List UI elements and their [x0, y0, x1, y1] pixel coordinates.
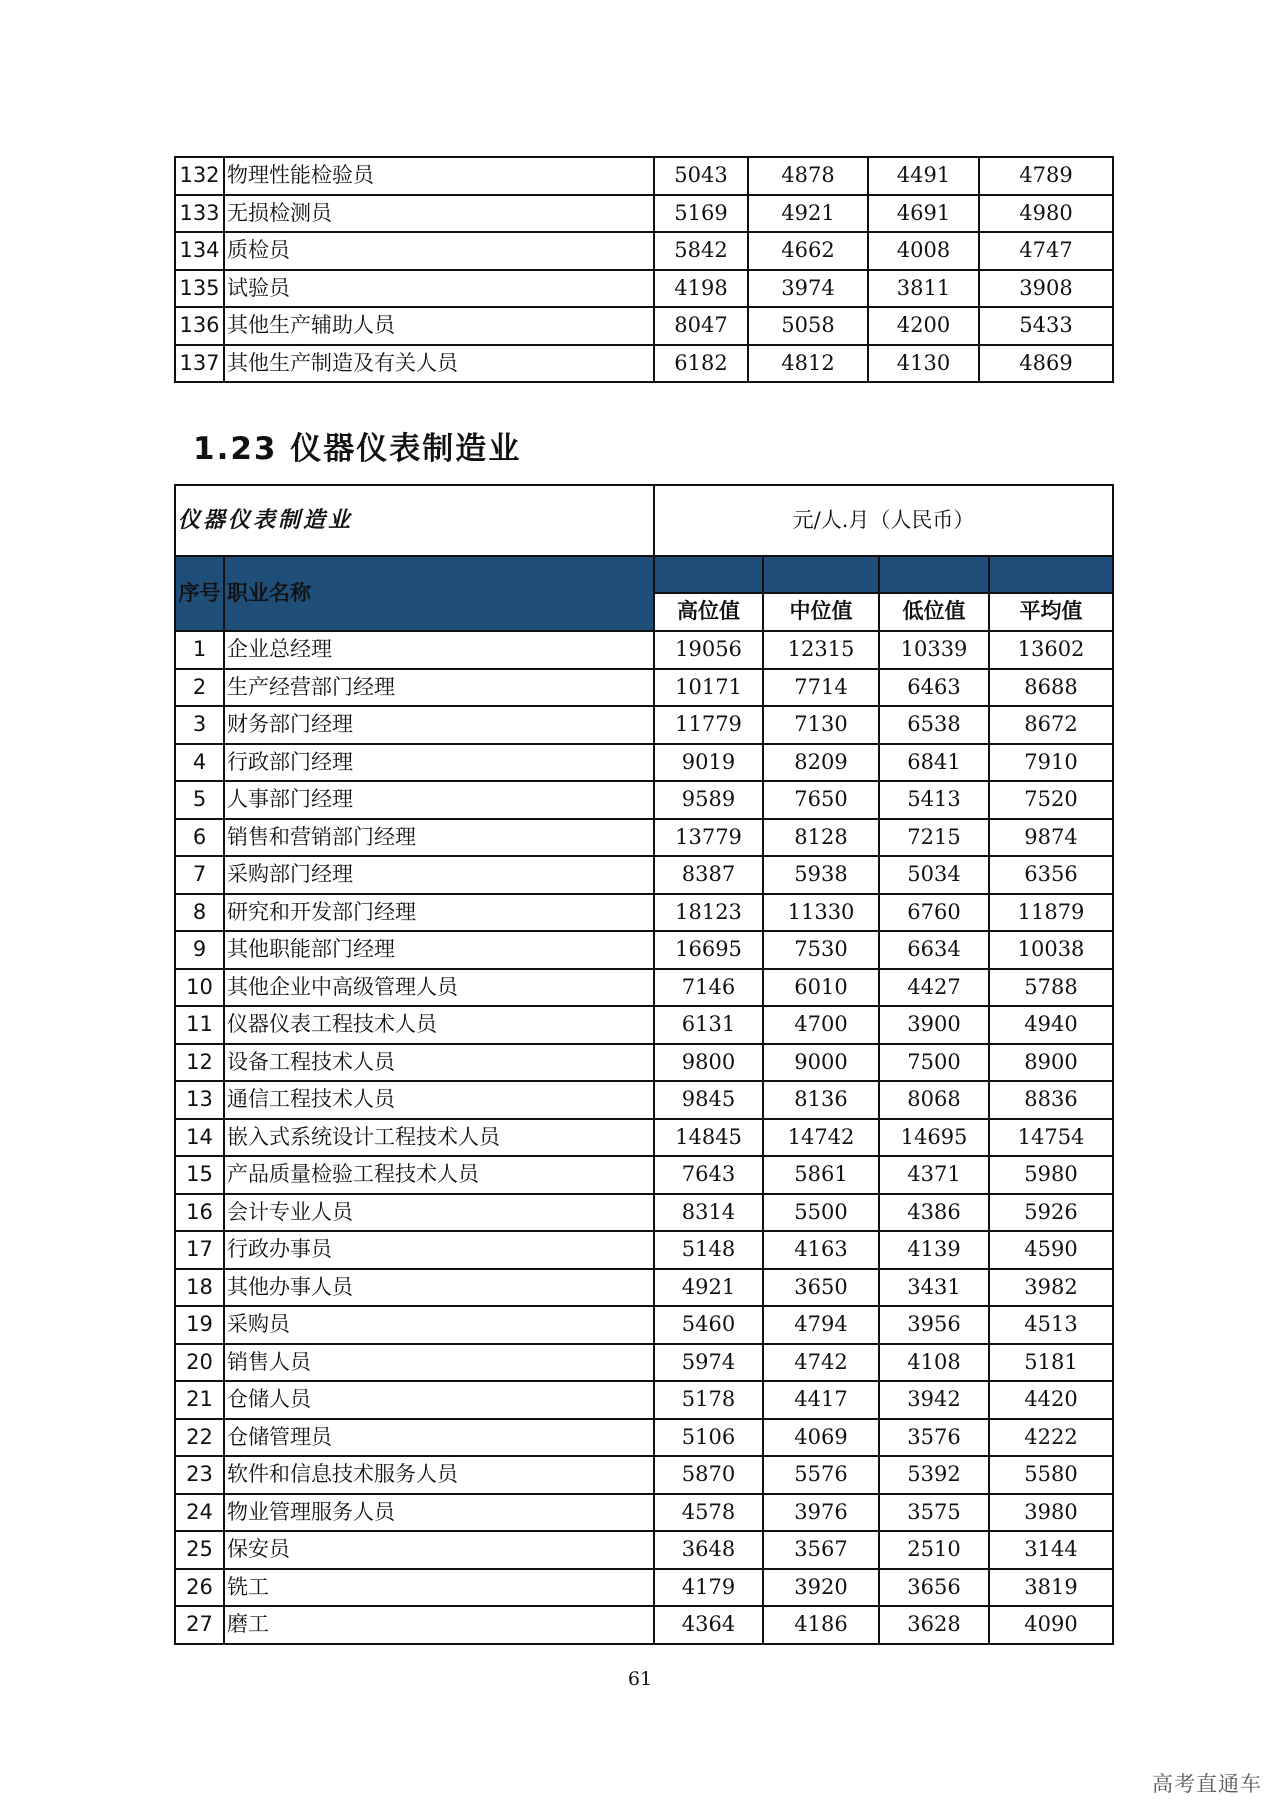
occupation-name: 行政部门经理	[224, 744, 654, 782]
occupation-name: 无损检测员	[224, 195, 654, 233]
low-value: 5392	[879, 1456, 989, 1494]
average-value: 5580	[989, 1456, 1113, 1494]
median-value: 4742	[763, 1344, 879, 1382]
median-value: 5500	[763, 1194, 879, 1232]
median-value: 3974	[748, 270, 868, 308]
table-row	[175, 1606, 1113, 1644]
median-value: 9000	[763, 1044, 879, 1082]
table-row	[175, 1231, 1113, 1269]
row-number: 6	[175, 819, 224, 857]
average-value: 4980	[979, 195, 1113, 233]
row-number: 3	[175, 706, 224, 744]
low-value: 6760	[879, 894, 989, 932]
median-value: 4794	[763, 1306, 879, 1344]
row-number: 8	[175, 894, 224, 932]
row-number: 2	[175, 669, 224, 707]
high-value: 8387	[654, 856, 763, 894]
low-value: 3956	[879, 1306, 989, 1344]
average-value: 3144	[989, 1531, 1113, 1569]
median-value: 4662	[748, 232, 868, 270]
unit-label: 元/人.月（人民币）	[654, 485, 1113, 556]
average-value: 7910	[989, 744, 1113, 782]
occupation-name: 销售人员	[224, 1344, 654, 1382]
row-number: 136	[175, 307, 224, 345]
high-value: 5043	[654, 157, 748, 195]
table-row	[175, 1194, 1113, 1232]
high-value: 5842	[654, 232, 748, 270]
column-header-occupation: 职业名称	[224, 556, 654, 631]
median-value: 4417	[763, 1381, 879, 1419]
low-value: 3575	[879, 1494, 989, 1532]
median-value: 5861	[763, 1156, 879, 1194]
median-value: 12315	[763, 631, 879, 669]
occupation-name: 通信工程技术人员	[224, 1081, 654, 1119]
occupation-name: 嵌入式系统设计工程技术人员	[224, 1119, 654, 1157]
table-row	[175, 744, 1113, 782]
low-value: 4491	[868, 157, 979, 195]
row-number: 10	[175, 969, 224, 1007]
table-row	[175, 1531, 1113, 1569]
section-title: 1.23 仪器仪表制造业	[193, 431, 522, 467]
median-value: 7714	[763, 669, 879, 707]
watermark: 高考直通车	[1152, 1772, 1262, 1796]
row-number: 5	[175, 781, 224, 819]
header-band	[763, 556, 879, 593]
occupation-name: 仓储人员	[224, 1381, 654, 1419]
high-value: 5178	[654, 1381, 763, 1419]
table-row	[175, 1569, 1113, 1607]
high-value: 13779	[654, 819, 763, 857]
average-value: 8836	[989, 1081, 1113, 1119]
table-row	[175, 856, 1113, 894]
low-value: 4200	[868, 307, 979, 345]
table-row	[175, 1044, 1113, 1082]
high-value: 18123	[654, 894, 763, 932]
header-band	[989, 556, 1113, 593]
occupation-name: 行政办事员	[224, 1231, 654, 1269]
average-value: 7520	[989, 781, 1113, 819]
low-value: 5034	[879, 856, 989, 894]
high-value: 5148	[654, 1231, 763, 1269]
row-number: 132	[175, 157, 224, 195]
row-number: 9	[175, 931, 224, 969]
low-value: 14695	[879, 1119, 989, 1157]
occupation-name: 设备工程技术人员	[224, 1044, 654, 1082]
low-value: 3656	[879, 1569, 989, 1607]
low-value: 4371	[879, 1156, 989, 1194]
table-row	[175, 1419, 1113, 1457]
table-row	[175, 1381, 1113, 1419]
high-value: 9589	[654, 781, 763, 819]
occupation-name: 研究和开发部门经理	[224, 894, 654, 932]
median-value: 5576	[763, 1456, 879, 1494]
salary-table	[174, 484, 1114, 1645]
occupation-name: 试验员	[224, 270, 654, 308]
low-value: 7215	[879, 819, 989, 857]
occupation-name: 其他生产制造及有关人员	[224, 345, 654, 383]
row-number: 22	[175, 1419, 224, 1457]
row-number: 20	[175, 1344, 224, 1382]
high-value: 19056	[654, 631, 763, 669]
column-header-high: 高位值	[654, 593, 763, 631]
table-row	[175, 157, 1113, 195]
high-value: 9845	[654, 1081, 763, 1119]
median-value: 4186	[763, 1606, 879, 1644]
average-value: 10038	[989, 931, 1113, 969]
average-value: 14754	[989, 1119, 1113, 1157]
row-number: 133	[175, 195, 224, 233]
occupation-name: 软件和信息技术服务人员	[224, 1456, 654, 1494]
low-value: 8068	[879, 1081, 989, 1119]
column-header-average: 平均值	[989, 593, 1113, 631]
median-value: 8209	[763, 744, 879, 782]
header-row-blue	[175, 556, 1113, 593]
median-value: 7130	[763, 706, 879, 744]
average-value: 3982	[989, 1269, 1113, 1307]
occupation-name: 产品质量检验工程技术人员	[224, 1156, 654, 1194]
low-value: 4427	[879, 969, 989, 1007]
occupation-name: 其他办事人员	[224, 1269, 654, 1307]
row-number: 4	[175, 744, 224, 782]
average-value: 4513	[989, 1306, 1113, 1344]
low-value: 4130	[868, 345, 979, 383]
occupation-name: 其他职能部门经理	[224, 931, 654, 969]
occupation-name: 仓储管理员	[224, 1419, 654, 1457]
median-value: 3920	[763, 1569, 879, 1607]
median-value: 5058	[748, 307, 868, 345]
row-number: 21	[175, 1381, 224, 1419]
high-value: 9800	[654, 1044, 763, 1082]
previous-section-table	[174, 156, 1114, 383]
row-number: 13	[175, 1081, 224, 1119]
median-value: 7650	[763, 781, 879, 819]
salary-table-body	[175, 631, 1113, 1644]
median-value: 11330	[763, 894, 879, 932]
median-value: 5938	[763, 856, 879, 894]
table-row	[175, 1494, 1113, 1532]
low-value: 3576	[879, 1419, 989, 1457]
low-value: 7500	[879, 1044, 989, 1082]
salary-table-header	[175, 485, 1113, 631]
row-number: 134	[175, 232, 224, 270]
occupation-name: 财务部门经理	[224, 706, 654, 744]
average-value: 3819	[989, 1569, 1113, 1607]
average-value: 5788	[989, 969, 1113, 1007]
high-value: 9019	[654, 744, 763, 782]
column-header-number: 序号	[175, 556, 224, 631]
previous-table-body	[175, 157, 1113, 382]
low-value: 3900	[879, 1006, 989, 1044]
high-value: 7146	[654, 969, 763, 1007]
average-value: 4789	[979, 157, 1113, 195]
low-value: 2510	[879, 1531, 989, 1569]
low-value: 4386	[879, 1194, 989, 1232]
median-value: 14742	[763, 1119, 879, 1157]
table-row	[175, 669, 1113, 707]
row-number: 1	[175, 631, 224, 669]
low-value: 4108	[879, 1344, 989, 1382]
average-value: 13602	[989, 631, 1113, 669]
high-value: 11779	[654, 706, 763, 744]
low-value: 4691	[868, 195, 979, 233]
average-value: 11879	[989, 894, 1113, 932]
occupation-name: 会计专业人员	[224, 1194, 654, 1232]
header-band	[879, 556, 989, 593]
row-number: 137	[175, 345, 224, 383]
average-value: 8672	[989, 706, 1113, 744]
low-value: 3811	[868, 270, 979, 308]
row-number: 11	[175, 1006, 224, 1044]
table-row	[175, 931, 1113, 969]
low-value: 6634	[879, 931, 989, 969]
high-value: 4921	[654, 1269, 763, 1307]
median-value: 8136	[763, 1081, 879, 1119]
low-value: 6538	[879, 706, 989, 744]
page-number: 61	[627, 1668, 653, 1690]
table-row	[175, 1456, 1113, 1494]
row-number: 16	[175, 1194, 224, 1232]
occupation-name: 采购员	[224, 1306, 654, 1344]
high-value: 14845	[654, 1119, 763, 1157]
median-value: 4812	[748, 345, 868, 383]
average-value: 4590	[989, 1231, 1113, 1269]
median-value: 4878	[748, 157, 868, 195]
high-value: 5460	[654, 1306, 763, 1344]
column-header-low: 低位值	[879, 593, 989, 631]
high-value: 8047	[654, 307, 748, 345]
table-row	[175, 631, 1113, 669]
average-value: 9874	[989, 819, 1113, 857]
average-value: 4869	[979, 345, 1113, 383]
high-value: 5106	[654, 1419, 763, 1457]
row-number: 19	[175, 1306, 224, 1344]
occupation-name: 物业管理服务人员	[224, 1494, 654, 1532]
header-band	[654, 556, 763, 593]
high-value: 5870	[654, 1456, 763, 1494]
low-value: 6463	[879, 669, 989, 707]
column-header-median: 中位值	[763, 593, 879, 631]
low-value: 3942	[879, 1381, 989, 1419]
high-value: 4179	[654, 1569, 763, 1607]
occupation-name: 铣工	[224, 1569, 654, 1607]
low-value: 3431	[879, 1269, 989, 1307]
occupation-name: 其他企业中高级管理人员	[224, 969, 654, 1007]
occupation-name: 采购部门经理	[224, 856, 654, 894]
row-number: 135	[175, 270, 224, 308]
row-number: 12	[175, 1044, 224, 1082]
occupation-name: 生产经营部门经理	[224, 669, 654, 707]
average-value: 8900	[989, 1044, 1113, 1082]
low-value: 6841	[879, 744, 989, 782]
header-row-industry	[175, 485, 1113, 556]
table-row	[175, 1156, 1113, 1194]
median-value: 4921	[748, 195, 868, 233]
median-value: 4700	[763, 1006, 879, 1044]
table-row	[175, 307, 1113, 345]
median-value: 6010	[763, 969, 879, 1007]
average-value: 5926	[989, 1194, 1113, 1232]
table-row	[175, 819, 1113, 857]
row-number: 7	[175, 856, 224, 894]
average-value: 5433	[979, 307, 1113, 345]
median-value: 3976	[763, 1494, 879, 1532]
high-value: 3648	[654, 1531, 763, 1569]
row-number: 18	[175, 1269, 224, 1307]
row-number: 23	[175, 1456, 224, 1494]
average-value: 4222	[989, 1419, 1113, 1457]
table-row	[175, 1306, 1113, 1344]
table-row	[175, 1119, 1113, 1157]
row-number: 24	[175, 1494, 224, 1532]
median-value: 4163	[763, 1231, 879, 1269]
table-row	[175, 969, 1113, 1007]
occupation-name: 磨工	[224, 1606, 654, 1644]
low-value: 10339	[879, 631, 989, 669]
low-value: 4008	[868, 232, 979, 270]
table-row	[175, 1006, 1113, 1044]
high-value: 4364	[654, 1606, 763, 1644]
occupation-name: 人事部门经理	[224, 781, 654, 819]
row-number: 14	[175, 1119, 224, 1157]
average-value: 3980	[989, 1494, 1113, 1532]
median-value: 3567	[763, 1531, 879, 1569]
occupation-name: 保安员	[224, 1531, 654, 1569]
table-row	[175, 1081, 1113, 1119]
occupation-name: 质检员	[224, 232, 654, 270]
average-value: 4747	[979, 232, 1113, 270]
occupation-name: 仪器仪表工程技术人员	[224, 1006, 654, 1044]
median-value: 3650	[763, 1269, 879, 1307]
row-number: 26	[175, 1569, 224, 1607]
average-value: 4090	[989, 1606, 1113, 1644]
average-value: 4940	[989, 1006, 1113, 1044]
high-value: 4578	[654, 1494, 763, 1532]
high-value: 6131	[654, 1006, 763, 1044]
row-number: 17	[175, 1231, 224, 1269]
low-value: 5413	[879, 781, 989, 819]
median-value: 4069	[763, 1419, 879, 1457]
occupation-name: 企业总经理	[224, 631, 654, 669]
average-value: 4420	[989, 1381, 1113, 1419]
high-value: 7643	[654, 1156, 763, 1194]
table-row	[175, 781, 1113, 819]
low-value: 4139	[879, 1231, 989, 1269]
median-value: 7530	[763, 931, 879, 969]
high-value: 4198	[654, 270, 748, 308]
average-value: 5980	[989, 1156, 1113, 1194]
low-value: 3628	[879, 1606, 989, 1644]
average-value: 6356	[989, 856, 1113, 894]
row-number: 15	[175, 1156, 224, 1194]
table-row	[175, 1269, 1113, 1307]
table-row	[175, 345, 1113, 383]
table-row	[175, 232, 1113, 270]
occupation-name: 物理性能检验员	[224, 157, 654, 195]
high-value: 10171	[654, 669, 763, 707]
average-value: 5181	[989, 1344, 1113, 1382]
row-number: 27	[175, 1606, 224, 1644]
table-row	[175, 195, 1113, 233]
high-value: 16695	[654, 931, 763, 969]
high-value: 6182	[654, 345, 748, 383]
industry-label: 仪器仪表制造业	[175, 485, 654, 556]
row-number: 25	[175, 1531, 224, 1569]
occupation-name: 销售和营销部门经理	[224, 819, 654, 857]
median-value: 8128	[763, 819, 879, 857]
table-row	[175, 894, 1113, 932]
table-row	[175, 270, 1113, 308]
occupation-name: 其他生产辅助人员	[224, 307, 654, 345]
high-value: 5974	[654, 1344, 763, 1382]
high-value: 5169	[654, 195, 748, 233]
table-row	[175, 1344, 1113, 1382]
average-value: 8688	[989, 669, 1113, 707]
high-value: 8314	[654, 1194, 763, 1232]
average-value: 3908	[979, 270, 1113, 308]
table-row	[175, 706, 1113, 744]
